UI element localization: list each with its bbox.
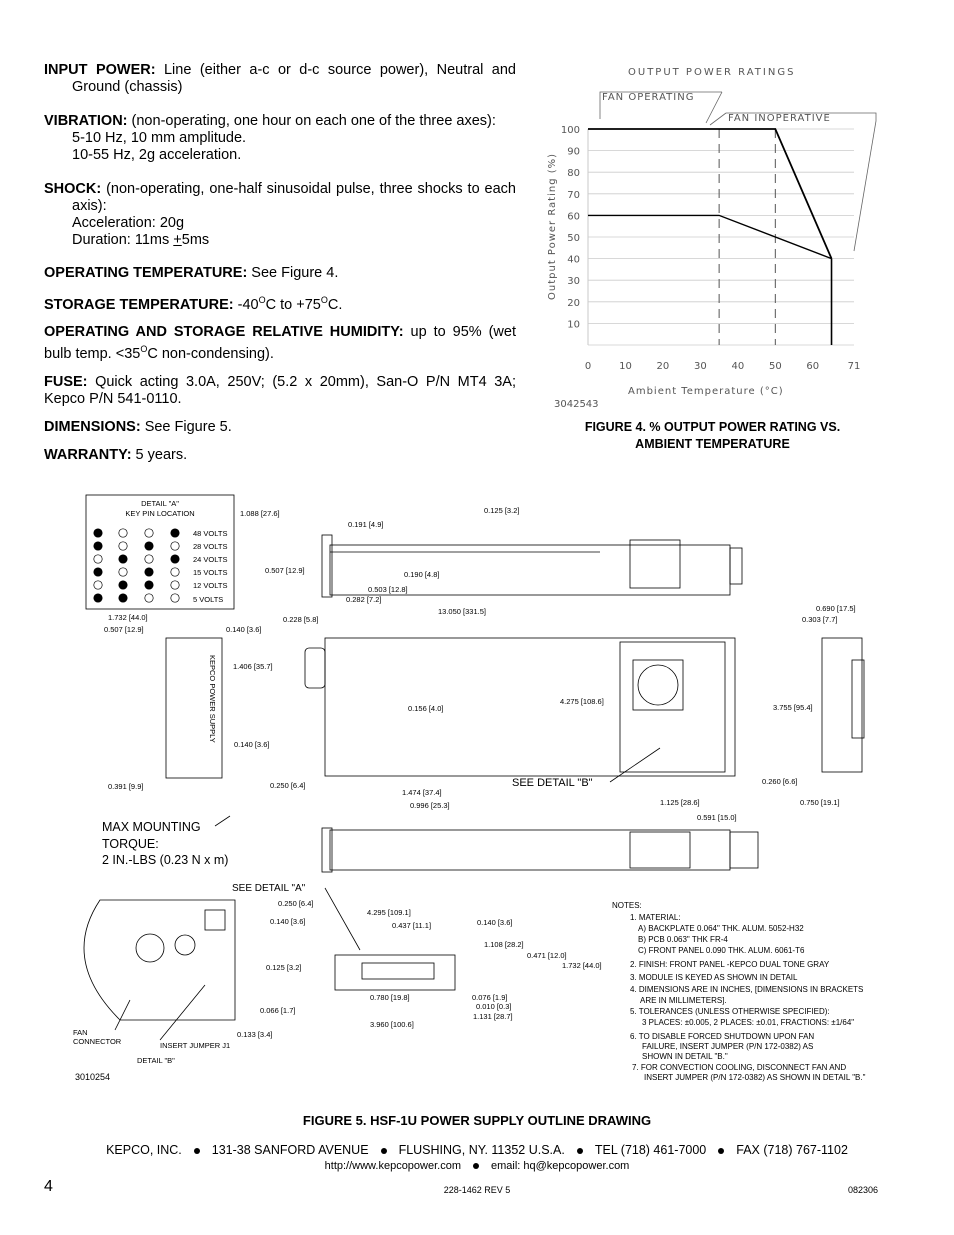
x-tick-label: 40 <box>731 361 745 372</box>
detail-b-component <box>205 910 225 930</box>
x-tick-label: 30 <box>694 361 707 372</box>
x-tick-label: 10 <box>619 361 632 372</box>
key-pin-filled <box>145 568 153 576</box>
note-9: 5. TOLERANCES (UNLESS OTHERWISE SPECIFIED): <box>630 1007 830 1016</box>
key-pin-filled <box>145 542 153 550</box>
note-13: SHOWN IN DETAIL "B." <box>642 1052 728 1061</box>
dim-26: 0.750 [19.1] <box>800 798 840 807</box>
chart-grid <box>561 125 860 372</box>
output-power-chart <box>540 55 900 415</box>
detail-b-outline <box>84 900 235 1020</box>
see-detail-b: SEE DETAIL "B" <box>512 777 593 789</box>
dim-29: 4.295 [109.1] <box>367 908 411 917</box>
volts-5: 5 VOLTS <box>193 595 224 604</box>
dim-34: 0.471 [12.0] <box>527 951 567 960</box>
y-tick-label: 30 <box>567 276 580 288</box>
figure4-caption-line1: FIGURE 4. % OUTPUT POWER RATING VS. <box>584 420 841 434</box>
see-detail-a: SEE DETAIL "A" <box>232 883 306 894</box>
figure4-caption <box>560 419 865 453</box>
footer-email[interactable]: email: hq@kepcopower.com <box>491 1160 630 1172</box>
footer-url[interactable]: http://www.kepcopower.com <box>324 1160 461 1172</box>
key-pin-filled <box>145 581 153 589</box>
key-pin-empty <box>171 542 179 550</box>
y-tick-label: 80 <box>567 168 580 180</box>
volts-12: 12 VOLTS <box>193 581 228 590</box>
bottom-view-connector <box>630 832 690 868</box>
key-pin-empty <box>94 555 102 563</box>
note-7: 4. DIMENSIONS ARE IN INCHES, [DIMENSIONS IN BRACKETS <box>630 985 864 994</box>
fan-connector-1: FAN <box>73 1028 88 1037</box>
x-tick-label: 60 <box>806 361 820 372</box>
footer-line1 <box>0 1143 954 1157</box>
dim-28: 0.250 [6.4] <box>278 899 314 908</box>
doc-date: 082306 <box>848 1185 879 1195</box>
key-pin-empty <box>145 555 153 563</box>
note-14: 7. FOR CONVECTION COOLING, DISCONNECT FAN AND <box>632 1063 847 1072</box>
figure5-caption: FIGURE 5. HSF-1U POWER SUPPLY OUTLINE DRAWING <box>302 1113 652 1128</box>
dim-25: 1.125 [28.6] <box>660 798 700 807</box>
page-number: 4 <box>44 1178 53 1195</box>
dim-33: 1.108 [28.2] <box>484 940 524 949</box>
bottom-view-body <box>330 830 730 870</box>
dim-13: 0.690 [17.5] <box>816 604 856 613</box>
dim-7: 0.282 [7.2] <box>346 595 382 604</box>
key-pin-filled <box>94 568 102 576</box>
dim-40: 1.131 [28.7] <box>473 1012 513 1021</box>
y-tick-label: 70 <box>567 189 580 201</box>
bullet-icon <box>718 1148 724 1154</box>
note-0: NOTES: <box>612 901 642 910</box>
dim-11: 0.228 [5.8] <box>283 615 319 624</box>
plan-fan-hub <box>638 665 678 705</box>
note-6: 3. MODULE IS KEYED AS SHOWN IN DETAIL <box>630 973 798 982</box>
plan-body <box>325 638 735 776</box>
footer-tel: TEL (718) 461-7000 <box>594 1143 707 1157</box>
note-2: A) BACKPLATE 0.064" THK. ALUM. 5052-H32 <box>638 924 804 933</box>
dim-5: 0.190 [4.8] <box>404 570 440 579</box>
insert-jumper: INSERT JUMPER J1 <box>160 1041 231 1050</box>
leader-inoperative <box>726 113 876 251</box>
dim-9: 0.507 [12.9] <box>104 625 144 634</box>
drawing-number: 3010254 <box>75 1072 111 1082</box>
y-tick-label: 100 <box>560 125 580 136</box>
dim-14: 0.303 [7.7] <box>802 615 838 624</box>
torque-line1: MAX MOUNTING <box>102 820 201 834</box>
plan-pcb <box>620 642 725 772</box>
spec-warranty: WARRANTY: 5 years. <box>44 446 188 463</box>
dim-19: 0.140 [3.6] <box>234 740 270 749</box>
dim-36: 0.125 [3.2] <box>266 963 302 972</box>
volts-24: 24 VOLTS <box>193 555 228 564</box>
y-tick-label: 10 <box>567 319 580 331</box>
detail-b-label: DETAIL "B" <box>137 1056 175 1065</box>
spec-vibration-line2: 10-55 Hz, 2g acceleration. <box>72 147 242 163</box>
dim-23: 1.474 [37.4] <box>402 788 442 797</box>
note-10: 3 PLACES: ±0.005, 2 PLACES: ±0.01, FRACTIONS: ±1/64" <box>642 1018 855 1027</box>
key-pin-empty <box>119 542 127 550</box>
outline-drawing <box>0 490 954 1090</box>
note-12: FAILURE, INSERT JUMPER (P/N 172-0382) AS <box>642 1042 814 1051</box>
x-tick-label: 50 <box>768 361 782 372</box>
dim-1: 1.088 [27.6] <box>240 509 280 518</box>
bullet-icon <box>577 1148 583 1154</box>
key-pin-filled <box>119 555 127 563</box>
note-5: 2. FINISH: FRONT PANEL -KEPCO DUAL TONE GRAY <box>630 960 830 969</box>
dim-16: 0.156 [4.0] <box>408 704 444 713</box>
footer-city: FLUSHING, NY. 11352 U.S.A. <box>398 1143 565 1157</box>
y-tick-label: 90 <box>567 146 580 158</box>
dim-8: 1.732 [44.0] <box>108 613 148 622</box>
dim-6: 0.503 [12.8] <box>368 585 408 594</box>
jumper-leader <box>160 985 205 1040</box>
connector-detail-pins <box>362 963 434 979</box>
spec-humidity: OPERATING AND STORAGE RELATIVE HUMIDITY: up to 95% (wet bulb temp. $<35^OC$ non-condensing). <box>44 323 516 362</box>
footer-company: KEPCO, INC. <box>106 1143 182 1157</box>
spec-vibration: VIBRATION: (non-operating, one hour on each one of the three axes): <box>44 113 496 129</box>
y-tick-label: 60 <box>567 211 580 223</box>
fan-connector-2: CONNECTOR <box>73 1037 122 1046</box>
dim-12: 13.050 [331.5] <box>438 607 486 616</box>
note-11: 6. TO DISABLE FORCED SHUTDOWN UPON FAN <box>630 1032 815 1041</box>
dim-22: 0.250 [6.4] <box>270 781 306 790</box>
note-3: B) PCB 0.063" THK FR-4 <box>638 935 728 944</box>
dim-20: 0.260 [6.6] <box>762 777 798 786</box>
spec-fuse: FUSE: Quick acting 3.0A, 250V; (5.2 x 20mm), San-O P/N MT4 3A; Kepco P/N 541-0110. <box>44 373 516 407</box>
spec-storage-temp: STORAGE TEMPERATURE: $-40^OC$ to $+75^OC$. <box>44 295 343 313</box>
key-pin-empty <box>171 581 179 589</box>
dim-27: 0.591 [15.0] <box>697 813 737 822</box>
dim-35: 1.732 [44.0] <box>562 961 602 970</box>
volts-48: 48 VOLTS <box>193 529 228 538</box>
volts-15: 15 VOLTS <box>193 568 228 577</box>
leader-inoperative-arrow <box>710 113 726 125</box>
legend-fan-operating: FAN OPERATING <box>602 92 695 103</box>
key-pin-empty <box>119 529 127 537</box>
footer-fax: FAX (718) 767-1102 <box>736 1143 848 1157</box>
key-pin-filled <box>94 542 102 550</box>
spec-shock: SHOCK: (non-operating, one-half sinusoidal pulse, three shocks to each axis): <box>44 181 516 214</box>
torque-line2: TORQUE: <box>102 837 159 851</box>
spec-operating-temp: OPERATING TEMPERATURE: See Figure 4. <box>44 265 339 281</box>
dim-39: 0.010 [0.3] <box>476 1002 512 1011</box>
key-pin-empty <box>171 594 179 602</box>
footer-line2 <box>0 1160 954 1172</box>
volts-28: 28 VOLTS <box>193 542 228 551</box>
key-pin-grid <box>94 529 179 602</box>
key-pin-filled <box>94 594 102 602</box>
note-8: ARE IN MILLIMETERS]. <box>640 996 727 1005</box>
bottom-view-rear <box>730 832 758 868</box>
dim-18: 3.755 [95.4] <box>773 703 813 712</box>
dim-4: 0.507 [12.9] <box>265 566 305 575</box>
x-tick-label: 20 <box>656 361 670 372</box>
dim-17: 4.275 [108.6] <box>560 697 604 706</box>
x-tick-label: 71 <box>847 361 861 372</box>
plan-handle <box>305 648 325 688</box>
detail-a-title2: KEY PIN LOCATION <box>125 509 195 518</box>
key-pin-empty <box>145 529 153 537</box>
rear-connector-view <box>822 638 862 772</box>
fan-connector-leader <box>115 1000 130 1030</box>
see-detail-b-leader <box>610 748 660 782</box>
key-pin-empty <box>171 568 179 576</box>
bullet-icon <box>473 1163 479 1169</box>
dim-2: 0.191 [4.9] <box>348 520 384 529</box>
key-pin-filled <box>119 581 127 589</box>
dim-3: 0.125 [3.2] <box>484 506 520 515</box>
key-pin-filled <box>119 594 127 602</box>
key-pin-empty <box>119 568 127 576</box>
detail-a-title1: DETAIL "A" <box>141 499 179 508</box>
key-pin-filled <box>94 529 102 537</box>
note-1: 1. MATERIAL: <box>630 913 681 922</box>
chart-title: OUTPUT POWER RATINGS <box>628 67 796 78</box>
dim-32: 0.140 [3.6] <box>477 918 513 927</box>
note-4: C) FRONT PANEL 0.090 THK. ALUM. 6061-T6 <box>638 946 805 955</box>
chart-drawing-number: 3042543 <box>554 399 599 410</box>
dim-37: 0.780 [19.8] <box>370 993 410 1002</box>
footer-address: 131-38 SANFORD AVENUE <box>211 1143 369 1157</box>
y-tick-label: 20 <box>567 297 580 309</box>
chart-ylabel: Output Power Rating (%) <box>547 152 558 300</box>
dim-10: 0.140 [3.6] <box>226 625 262 634</box>
dim-42: 3.960 [100.6] <box>370 1020 414 1029</box>
spec-shock-line2: Duration: 11ms +5ms <box>72 232 210 248</box>
spec-input-power: INPUT POWER: Line (either a-c or d-c source power), Neutral and Ground (chassis) <box>44 62 516 95</box>
key-pin-filled <box>171 555 179 563</box>
top-view-panel <box>322 535 332 597</box>
torque-leader <box>215 816 230 826</box>
dim-15: 1.406 [35.7] <box>233 662 273 671</box>
leader-operating-arrow <box>706 92 722 123</box>
dim-41: 0.066 [1.7] <box>260 1006 296 1015</box>
spec-block <box>44 62 516 464</box>
bullet-icon <box>194 1148 200 1154</box>
dim-21: 0.391 [9.9] <box>108 782 144 791</box>
dim-43: 0.133 [3.4] <box>237 1030 273 1039</box>
connector-detail-body <box>335 955 455 990</box>
dim-31: 0.437 [11.1] <box>392 921 432 930</box>
top-view-fan <box>630 540 680 588</box>
detail-b-hole <box>136 934 164 962</box>
spec-vibration-line1: 5-10 Hz, 10 mm amplitude. <box>72 130 247 146</box>
key-pin-filled <box>171 529 179 537</box>
spec-shock-line1: Acceleration: 20g <box>72 215 185 231</box>
note-15: INSERT JUMPER (P/N 172-0382) AS SHOWN IN DETAIL "B." <box>644 1073 866 1082</box>
dim-24: 0.996 [25.3] <box>410 801 450 810</box>
doc-number: 228-1462 REV 5 <box>443 1185 511 1195</box>
x-tick-label: 0 <box>584 361 592 372</box>
legend-fan-inoperative: FAN INOPERATIVE <box>728 113 831 124</box>
front-panel-label: KEPCO POWER SUPPLY <box>208 655 217 743</box>
see-detail-a-leader <box>325 888 360 950</box>
dim-30: 0.140 [3.6] <box>270 917 306 926</box>
plan-fan <box>633 660 683 710</box>
notes <box>612 901 866 1082</box>
torque-line3: 2 IN.-LBS (0.23 N x m) <box>102 853 229 867</box>
bottom-view-panel <box>322 828 332 872</box>
bullet-icon <box>381 1148 387 1154</box>
figure4-caption-line2: AMBIENT TEMPERATURE <box>635 437 790 451</box>
y-tick-label: 50 <box>567 233 580 244</box>
key-pin-empty <box>94 581 102 589</box>
dim-38: 0.076 [1.9] <box>472 993 508 1002</box>
chart-xlabel: Ambient Temperature (°C) <box>628 386 784 397</box>
top-view-connector <box>730 548 742 584</box>
y-tick-label: 40 <box>567 254 580 266</box>
key-pin-empty <box>145 594 153 602</box>
spec-dimensions: DIMENSIONS: See Figure 5. <box>44 418 232 435</box>
detail-b-hole2 <box>175 935 195 955</box>
